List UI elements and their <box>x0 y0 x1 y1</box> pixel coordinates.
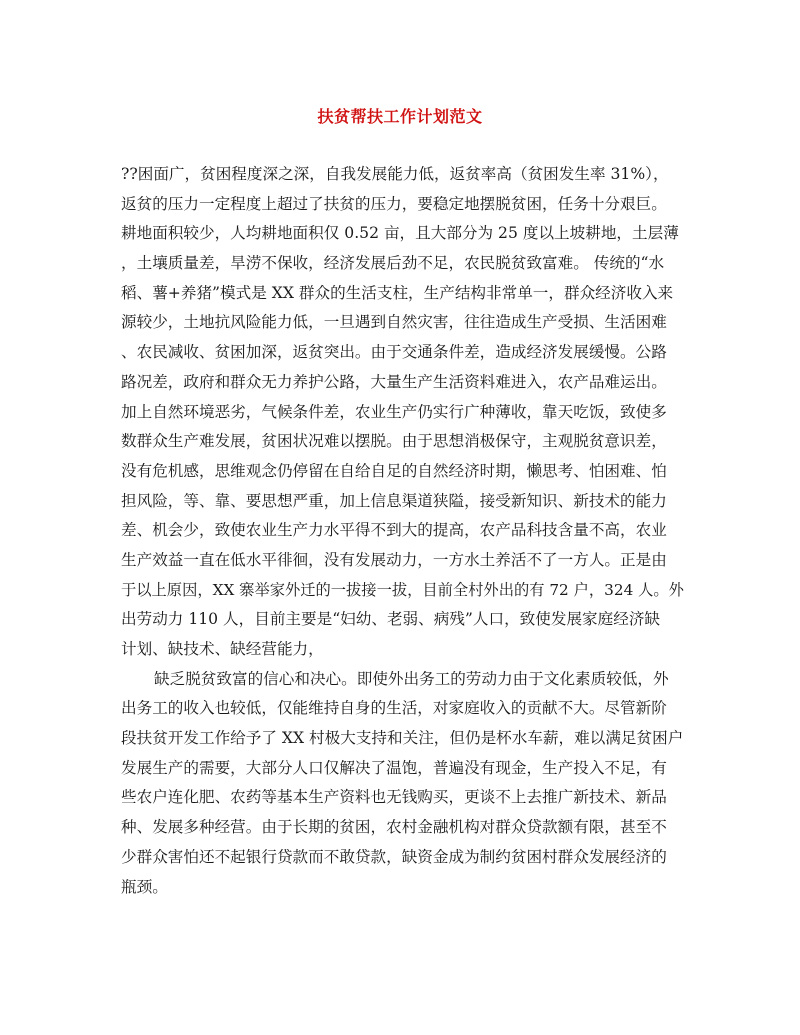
text-line: 路况差，政府和群众无力养护公路，大量生产生活资料难进入，农产品难运出。 <box>121 372 667 391</box>
document-body <box>121 160 687 902</box>
text-line: 生产效益一直在低水平徘徊，没有发展动力，一方水土养活不了一方人。正是由 <box>121 550 667 569</box>
text-line: 计划、缺技术、缺经营能力， <box>121 640 324 658</box>
text-line: 出劳动力 110 人，目前主要是“妇幼、老弱、病残”人口，致使发展家庭经济缺 <box>121 610 661 629</box>
text-line: 段扶贫开发工作给予了 XX 村极大支持和关注，但仍是杯水车薪，难以满足贫困户 <box>121 729 684 748</box>
text-line: 没有危机感，思维观念仍停留在自给自足的自然经济时期，懒思考、怕困难、怕 <box>121 461 667 480</box>
text-line: 缺乏脱贫致富的信心和决心。即使外出务工的劳动力由于文化素质较低，外 <box>154 669 669 688</box>
text-line: 加上自然环境恶劣，气候条件差，农业生产仍实行广种薄收，靠天吃饭，致使多 <box>121 402 667 421</box>
text-line: 稻、薯+养猪”模式是 XX 群众的生活支柱，生产结构非常单一，群众经济收入来 <box>121 283 674 302</box>
text-line: 瓶颈。 <box>121 877 168 896</box>
text-line: 数群众生产难发展，贫困状况难以摆脱。由于思想消极保守，主观脱贫意识差， <box>121 432 667 451</box>
paragraph-1 <box>121 160 687 665</box>
text-line: ??困面广，贫困程度深之深，自我发展能力低，返贫率高（贫困发生率 31%）， <box>121 165 669 183</box>
text-line: 于以上原因，XX 寨举家外迁的一拔接一拔，目前全村外出的有 72 户，324 人。外 <box>121 580 684 599</box>
text-line: 差、机会少，致使农业生产力水平得不到大的提高，农产品科技含量不高，农业 <box>121 521 667 540</box>
text-line: 、农民减收、贫困加深，返贫突出。由于交通条件差，造成经济发展缓慢。公路 <box>121 343 667 362</box>
text-line: 少群众害怕还不起银行贷款而不敢贷款，缺资金成为制约贫困村群众发展经济的 <box>121 847 667 866</box>
text-line: 出务工的收入也较低，仅能维持自身的生活，对家庭收入的贡献不大。尽管新阶 <box>121 699 667 718</box>
text-line: 些农户连化肥、农药等基本生产资料也无钱购买，更谈不上去推广新技术、新品 <box>121 788 667 807</box>
text-line: ，土壤质量差，旱涝不保收，经济发展后劲不足，农民脱贫致富难。 传统的“水 <box>121 254 665 273</box>
paragraph-2 <box>121 665 687 903</box>
text-line: 耕地面积较少，人均耕地面积仅 0.52 亩，且大部分为 25 度以上坡耕地，土层薄 <box>121 224 679 243</box>
text-line: 担风险，等、靠、要思想严重，加上信息渠道狭隘，接受新知识、新技术的能力 <box>121 491 667 510</box>
text-line: 源较少，土地抗风险能力低，一旦遇到自然灾害，往往造成生产受损、生活困难 <box>121 313 667 332</box>
text-line: 发展生产的需要，大部分人口仅解决了温饱，普遍没有现金，生产投入不足，有 <box>121 758 667 777</box>
text-line: 返贫的压力一定程度上超过了扶贫的压力，要稳定地摆脱贫困，任务十分艰巨。 <box>121 194 667 213</box>
text-line: 种、发展多种经营。由于长期的贫困，农村金融机构对群众贷款额有限，甚至不 <box>121 818 667 837</box>
document-title: 扶贫帮扶工作计划范文 <box>317 107 483 126</box>
